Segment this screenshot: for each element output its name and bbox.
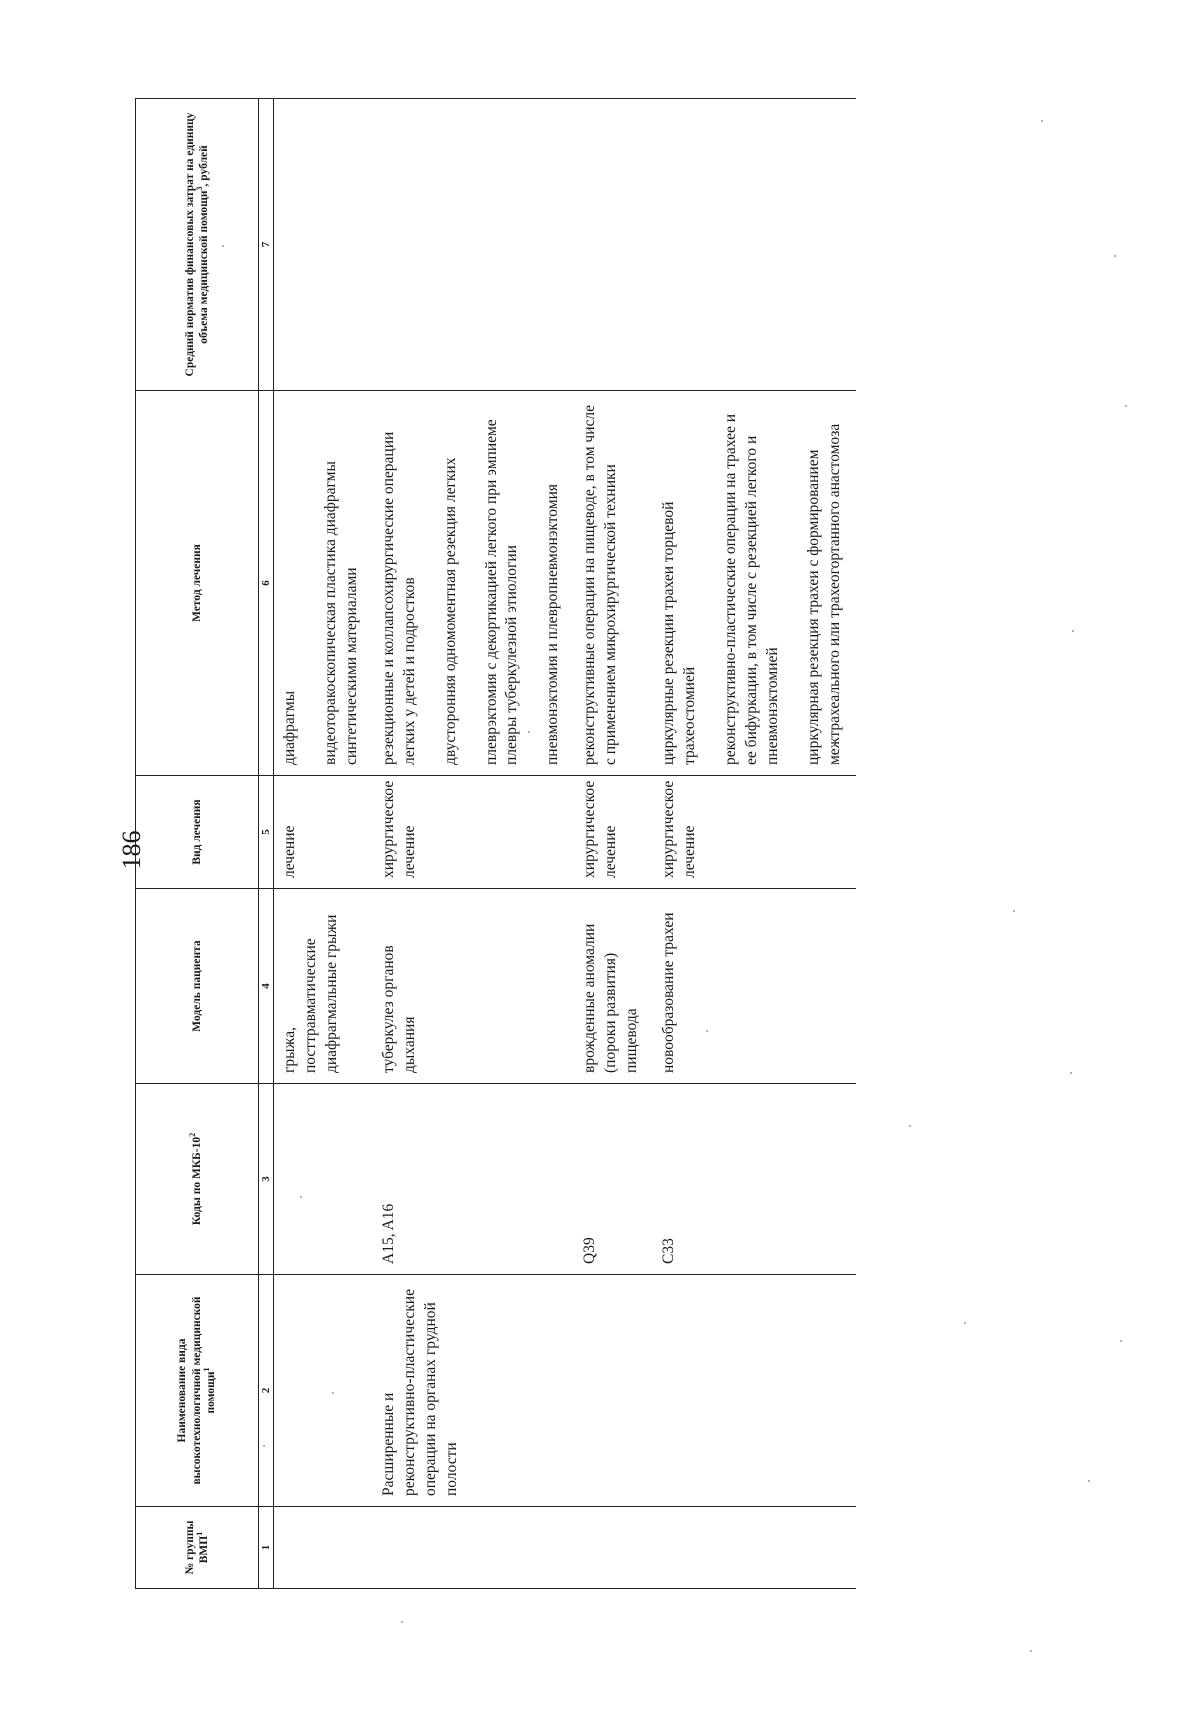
cell-patient-model [373,889,575,1084]
cell-treatment-kind [653,776,855,889]
cell-treatment-kind [373,776,575,889]
header-patient-model: Модель пациента [136,889,259,1084]
column-number: 5 [259,776,274,889]
cell-patient-model [574,889,653,1084]
header-cost-norm: Средний норматив финансовых затрат на единицу объема медицинской помощи$^3$, рублей [136,99,259,391]
column-numbers-row [259,99,274,1589]
table-body [274,99,856,1589]
cell-group-number [574,1507,653,1589]
cell-patient-model-text: туберкулез органов дыхания [379,945,418,1073]
column-number: 1 [259,1507,274,1589]
cell-treatment-kind [574,776,653,889]
column-number: 4 [259,889,274,1084]
cell-icd-codes-text: A15, A16 [379,1203,397,1264]
cell-icd-codes [653,1084,855,1275]
cell-cost-norm [274,99,373,391]
column-number: 7 [259,99,274,391]
treatment-method: пневмонэктомия и плевропневмонэктомия [544,484,562,765]
cell-vmp-name-text: Расширенные и реконструктивно-пластические операции на органах грудной полости [379,1289,460,1496]
treatment-method: реконструктивно-пластические операции на трахее и ее бифуркации, в том числе с резекцией легкого и пневмонэктомией [721,413,781,765]
table-row [653,99,855,1589]
cell-icd-codes [274,1084,373,1275]
treatment-method: реконструктивные операции на пищеводе, в том числе с применением микрохирургической техники [581,404,620,765]
cell-treatment-methods [373,391,575,776]
column-number: 2 [259,1275,274,1507]
cell-cost-norm [373,99,575,391]
cell-group-number [274,1507,373,1589]
cell-icd-codes-text: Q39 [581,1237,599,1264]
cell-treatment-kind-text: хирургическое лечение [379,780,418,878]
treatment-method: диафрагмы [281,690,298,765]
cell-treatment-methods [274,391,373,776]
cell-icd-codes [574,1084,653,1275]
table-header-row [136,99,259,1589]
rotated-page-content [135,99,1040,1589]
cell-treatment-methods [653,391,855,776]
cell-patient-model [274,889,373,1084]
header-treatment-kind: Вид лечения [136,776,259,889]
column-number: 6 [259,391,274,776]
treatment-method: плеврэктомия с декортикацией легкого при эмпиеме плевры туберкулезной этиологии [482,419,521,765]
cell-patient-model-text: врожденные аномалии (пороки развития) пищевода [581,923,641,1073]
cell-cost-norm [653,99,855,391]
vmp-table [135,98,856,1589]
cell-patient-model [653,889,855,1084]
cell-vmp-name [274,1275,373,1507]
cell-treatment-kind [274,776,373,889]
cell-icd-codes-text: C33 [660,1238,678,1264]
cell-group-number [653,1507,855,1589]
cell-treatment-kind-text: хирургическое лечение [581,780,620,878]
cell-group-number [373,1507,575,1589]
header-icd-codes: Коды по МКБ-$10^2$ [136,1084,259,1275]
cell-treatment-kind-text: лечение [281,825,298,878]
cell-icd-codes [373,1084,575,1275]
treatment-method: циркулярные резекции трахеи торцевой трахеостомией [660,501,698,765]
treatment-method: резекционные и коллапсохирургические операции легких у детей и подростков [379,431,418,765]
cell-treatment-kind-text: хирургическое лечение [660,780,698,878]
cell-vmp-name [653,1275,855,1507]
header-treatment-method: Метод лечения [136,391,259,776]
cell-treatment-methods [574,391,653,776]
treatment-method: двусторонняя одномоментная резекция легких [441,457,459,765]
table-row [274,99,373,1589]
table-row [574,99,653,1589]
page-number: 186 [117,830,146,870]
treatment-method: видеоторакоскопическая пластика диафрагмы синтетическими материалами [321,461,360,765]
cell-vmp-name [373,1275,575,1507]
treatment-method: циркулярная резекция трахеи с формированием межтрахеального или трахеогортанного анастомоза [804,423,843,765]
table-row [373,99,575,1589]
header-vmp-name: Наименование вида высокотехнологичной медицинской помощи$^1$ [136,1275,259,1507]
cell-patient-model-text: новообразование трахеи [660,912,678,1073]
cell-vmp-name [574,1275,653,1507]
cell-patient-model-text: грыжа, посттравматические диафрагмальные грыжи [281,914,340,1073]
cell-cost-norm [574,99,653,391]
column-number: 3 [259,1084,274,1275]
header-group-number: № группы ВМП$^1$ [136,1507,259,1589]
